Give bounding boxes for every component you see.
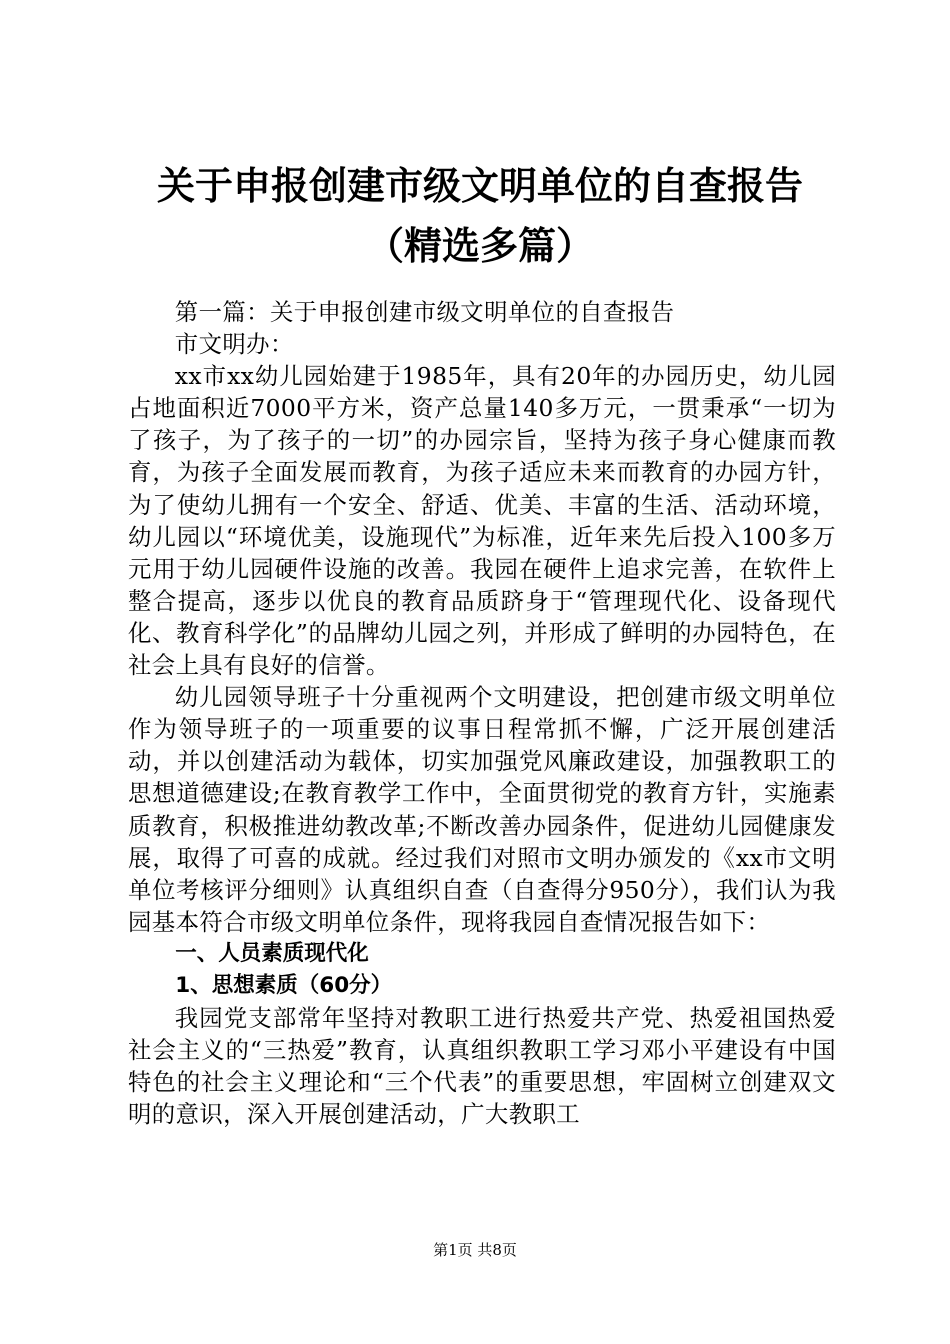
document-title: 关于申报创建市级文明单位的自查报告（精选多篇）: [156, 164, 803, 268]
body-paragraph: xx市xx幼儿园始建于1985年，具有20年的办园历史，幼儿园占地面积近7000平方米，资产总量140多万元，一贯秉承“一切为了孩子，为了孩子的一切”的办园宗旨，坚持为孩子身心健康而教育，为孩子全面发展而教育，为孩子适应未来而教育的办园方针，为了使幼儿拥有一个安全、舒适、优美、丰富的生活、活动环境，幼儿园以“环境优美，设施现代”为标准，近年来先后投入100多万元用于幼儿园硬件设施的改善。我园在硬件上追求完善，在软件上整合提高，逐步以优良的教育品质跻身于“管理现代化、设备现代化、教育科学化”的品牌幼儿园之列，并形成了鲜明的办园特色，在社会上具有良好的信誉。: [128, 362, 836, 680]
subsection-heading: 1、思想素质（60分）: [175, 972, 393, 998]
section-heading-first-article: 第一篇：关于申报创建市级文明单位的自查报告: [174, 298, 675, 326]
document-body: [128, 296, 836, 1130]
page-number-footer: 第1页 共8页: [433, 1241, 517, 1259]
section-heading: 一、人员素质现代化: [175, 940, 369, 966]
body-paragraph: 幼儿园领导班子十分重视两个文明建设，把创建市级文明单位作为领导班子的一项重要的议事日程常抓不懈，广泛开展创建活动，并以创建活动为载体，切实加强党风廉政建设，加强教职工的思想道德建设;在教育教学工作中，全面贯彻党的教育方针，实施素质教育，积极推进幼教改革;不断改善办园条件，促进幼儿园健康发展，取得了可喜的成就。经过我们对照市文明办颁发的《xx市文明单位考核评分细则》认真组织自查（自查得分950分），我们认为我园基本符合市级文明单位条件，现将我园自查情况报告如下：: [128, 683, 836, 936]
salutation: 市文明办：: [174, 330, 294, 359]
body-paragraph: 我园党支部常年坚持对教职工进行热爱共产党、热爱祖国热爱社会主义的“三热爱”教育，认真组织教职工学习邓小平建设有中国特色的社会主义理论和“三个代表”的重要思想，牢固树立创建双文明的意识，深入开展创建活动，广大教职工: [128, 1004, 836, 1129]
